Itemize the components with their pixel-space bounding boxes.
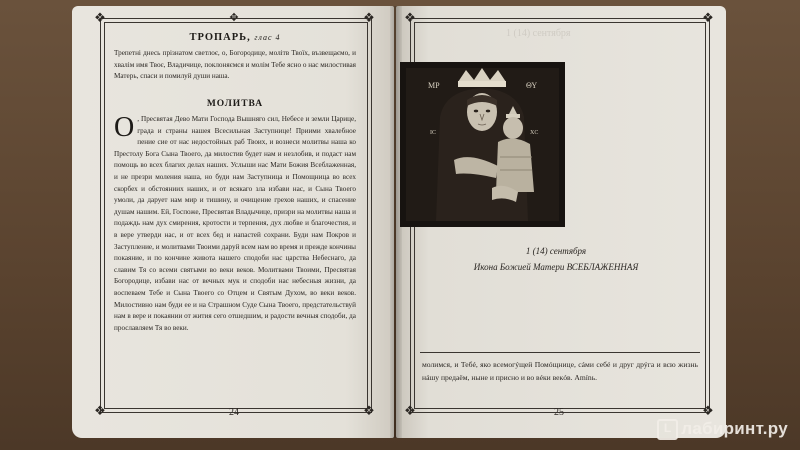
svg-text:ΘΥ: ΘΥ [526,81,538,90]
bleed-through-header: 1 (14) сентября [506,28,571,39]
date-caption: 1 (14) сентября [525,246,587,256]
open-book [72,6,724,440]
prayer-continuation-text: молимся, и Тебé, яко всемогýщей Помóщнице, сáми себé и друг дрýга и всю жизнь нáшу предаём, ныне и присно и во вéки векóв. Amínь. [422,360,698,382]
icon-caption: Икона Божией Матери ВСЕБЛАЖЕННАЯ [473,262,639,272]
corner-ornament-icon: ❖ [363,10,375,25]
corner-ornament-icon: ❖ [404,10,416,25]
corner-ornament-icon: ❖ [404,403,416,418]
theotokos-icon [400,62,565,227]
corner-ornament-icon: ❖ [702,403,714,418]
labirint-watermark: L лабиринт.ру [657,419,788,440]
theotokos-icon-image [400,62,565,227]
corner-ornament-icon: ❖ [702,10,714,25]
page-number-right: 25 [554,407,564,418]
top-ornament-icon: ✥ [229,12,239,24]
troparion-text: Трепетні днесь прізнатом светлоє, о, Богородице, молітв Твоїх, възвещаємо, и хвалім имя Твоє, Владичице, поклоняємся и молім Тебе ясно о нас милостивая Матерь, спаси и помилуй души наша. [114,49,356,81]
troparion-heading: ТРОПАРЬ, глас 4 [189,32,281,43]
corner-ornament-icon: ❖ [363,403,375,418]
svg-text:IC: IC [430,130,436,136]
prayer-heading: МОЛИТВА [206,99,264,109]
left-page [72,6,394,438]
prayer-text: О , Пресвятая Дево Мати Господа Вышняго сил, Небесе и земли Царице, града и страны нашея Всесильная Заступнице! Приими хвалебное пение сие от нас недостойных раб Твоих, и вознеси молитвы наша ко Престолу Бога Сына Твоего, да милостив будет нам и незлобив, и подаст нам помощь во всех благих делах наших. Услыши нас Мати Божия Всеблаженная, и не презри моления наша, но буди нам Заступница и Помощница во всех скорбех и обстояниих наших, и от всякаго зла избави нас, и Сына Твоего умоли, да дарует нам мир и тишину, и очищение грехов наших, и спасение душам нашим. Ей, Госпоже, Пресвятая Владычице, призри на молитвы наша и подаждь нам дух смирения, кротости и терпения, дух любве и благочестия, и в вере утверди нас, и от всех бед и напастей сохрани. Буди нам Покров и Заступление, и молитвами Твоими даруй всем нам во время и прежде кончины покаяние, и по кончине живота нашего сподоби нас царства Небеснаго, да славим Тя со всеми святыми во веки веков. Молитвами Твоими, Пресвятая Богородице, избави нас от вечных мук и сподоби нас небесныя жизни, да воспеваем Тебе и Сына Твоего со Отцем и Святым Духом, во веки веков. Милостивно нам буди ее и на Страшном Суде Сына Твоего, предстательствуй нам в вере и покаянии от жития сего отшедшим, и радости вечныя сподоби, да прославляем Тя во веки. [114,114,356,332]
page-number-left: 24 [229,407,239,418]
labirint-logo-icon: L [657,419,678,440]
text-divider [420,352,700,353]
svg-text:ΜΡ: ΜΡ [428,81,440,90]
corner-ornament-icon: ❖ [94,10,106,25]
prayer-dropcap: О [114,114,135,143]
corner-ornament-icon: ❖ [94,403,106,418]
svg-text:XC: XC [530,130,539,136]
